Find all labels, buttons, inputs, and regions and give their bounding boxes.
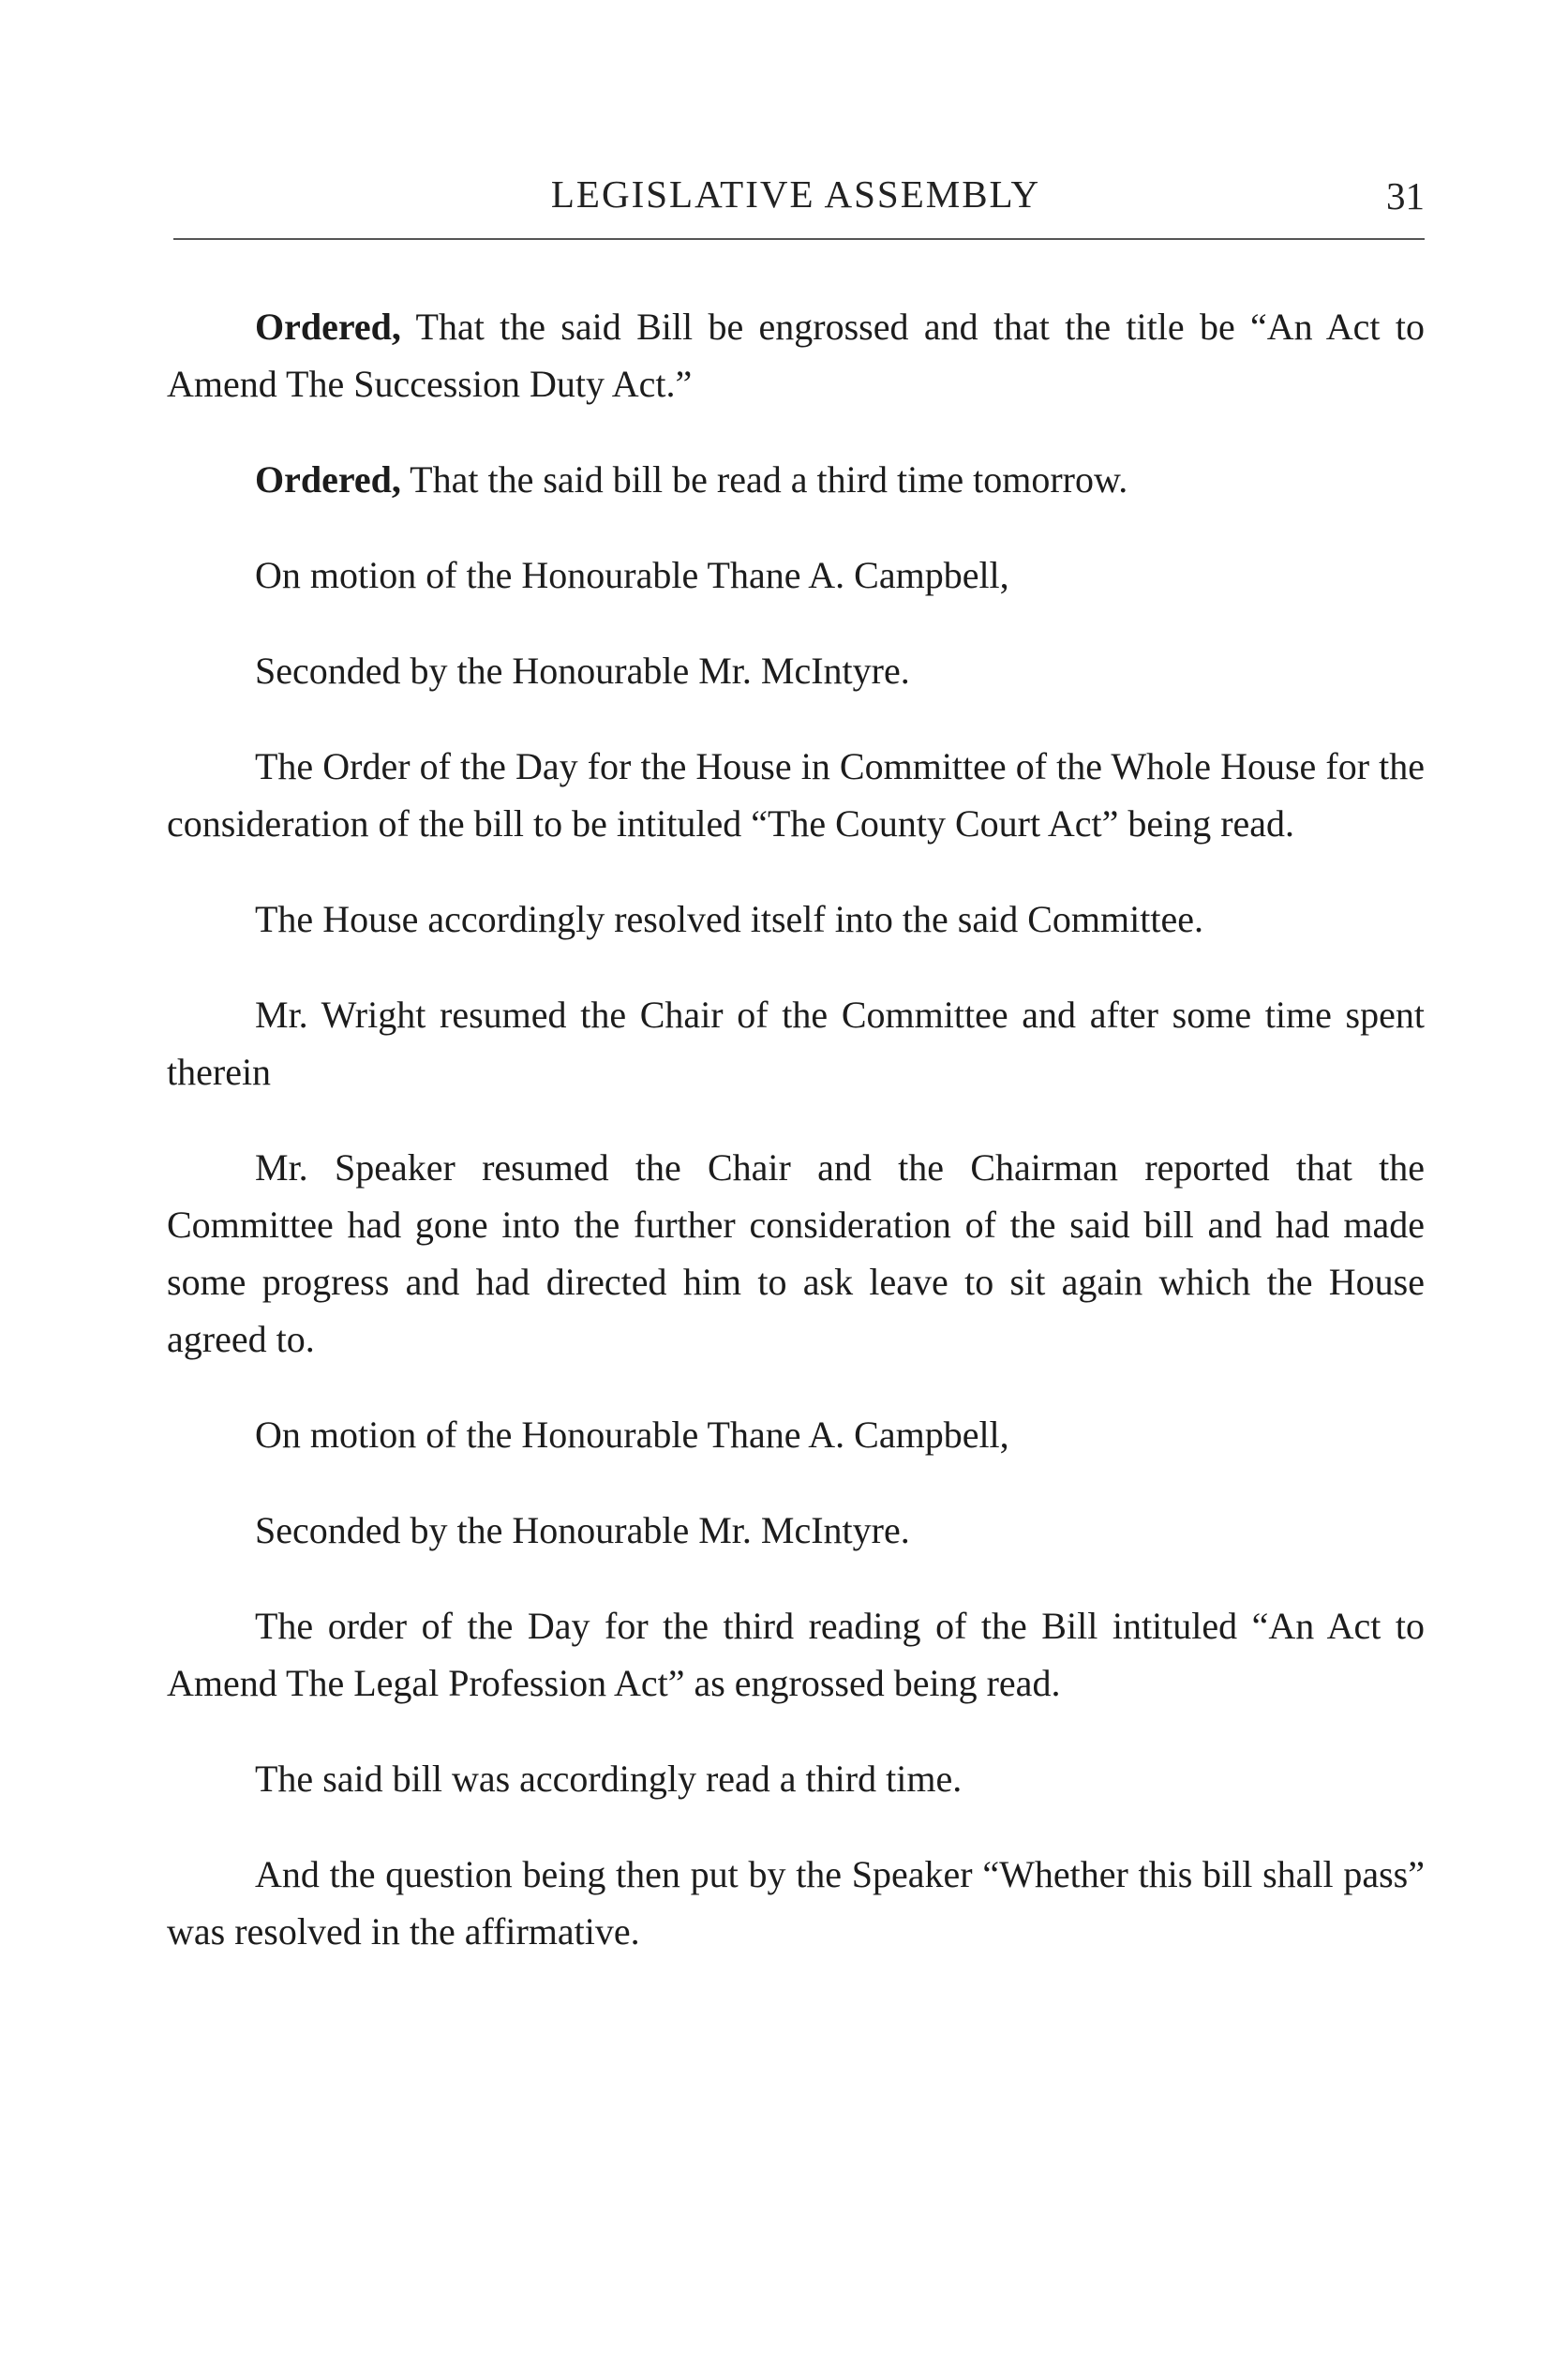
paragraph-text: On motion of the Honourable Thane A. Campbell, xyxy=(255,1414,1009,1456)
paragraph-text: Seconded by the Honourable Mr. McIntyre. xyxy=(255,650,910,692)
paragraph-order-of-day-committee xyxy=(167,738,1425,852)
paragraph-text: On motion of the Honourable Thane A. Campbell, xyxy=(255,554,1009,596)
paragraph-ordered-third-reading xyxy=(167,451,1425,508)
paragraph-seconded xyxy=(167,642,1425,699)
paragraph-speaker-report xyxy=(167,1139,1425,1368)
body-text xyxy=(167,298,1425,1998)
page-number: 31 xyxy=(1386,174,1425,217)
paragraph-text: The said bill was accordingly read a third time. xyxy=(255,1758,963,1800)
running-header xyxy=(167,164,1425,230)
header-rule xyxy=(173,238,1425,240)
paragraph-text: The Order of the Day for the House in Committee of the Whole House for the consideration of the bill to be intituled “The County Court Act” being read. xyxy=(167,745,1425,845)
paragraph-house-resolved xyxy=(167,890,1425,948)
paragraph-seconded-2 xyxy=(167,1502,1425,1559)
paragraph-question-resolved xyxy=(167,1846,1425,1960)
paragraph-lead: Ordered, xyxy=(255,306,401,348)
paragraph-ordered-engrossed xyxy=(167,298,1425,412)
paragraph-motion xyxy=(167,546,1425,604)
paragraph-lead: Ordered, xyxy=(255,458,401,501)
paragraph-text: That the said Bill be engrossed and that the title be “An Act to Amend The Succession Duty Act.” xyxy=(167,306,1425,405)
paragraph-text: Mr. Wright resumed the Chair of the Committee and after some time spent therein xyxy=(167,994,1425,1093)
paragraph-read-third-time xyxy=(167,1750,1425,1807)
paragraph-text: And the question being then put by the Speaker “Whether this bill shall pass” was resolved in the affirmative. xyxy=(167,1853,1425,1953)
paragraph-text: The order of the Day for the third reading of the Bill intituled “An Act to Amend The Legal Profession Act” as engrossed being read. xyxy=(167,1605,1425,1704)
paragraph-text: The House accordingly resolved itself into the said Committee. xyxy=(255,898,1203,940)
paragraph-text: That the said bill be read a third time tomorrow. xyxy=(400,458,1128,501)
paragraph-text: Seconded by the Honourable Mr. McIntyre. xyxy=(255,1509,910,1551)
running-title: LEGISLATIVE ASSEMBLY xyxy=(550,172,1041,216)
paragraph-wright-chair xyxy=(167,986,1425,1100)
paragraph-motion-2 xyxy=(167,1406,1425,1463)
paragraph-text: Mr. Speaker resumed the Chair and the Chairman reported that the Committee had gone into the further consideration of the said bill and had made some progress and had directed him to ask leave to sit again which the House agreed to. xyxy=(167,1146,1425,1360)
paragraph-order-of-day-third-reading xyxy=(167,1597,1425,1712)
